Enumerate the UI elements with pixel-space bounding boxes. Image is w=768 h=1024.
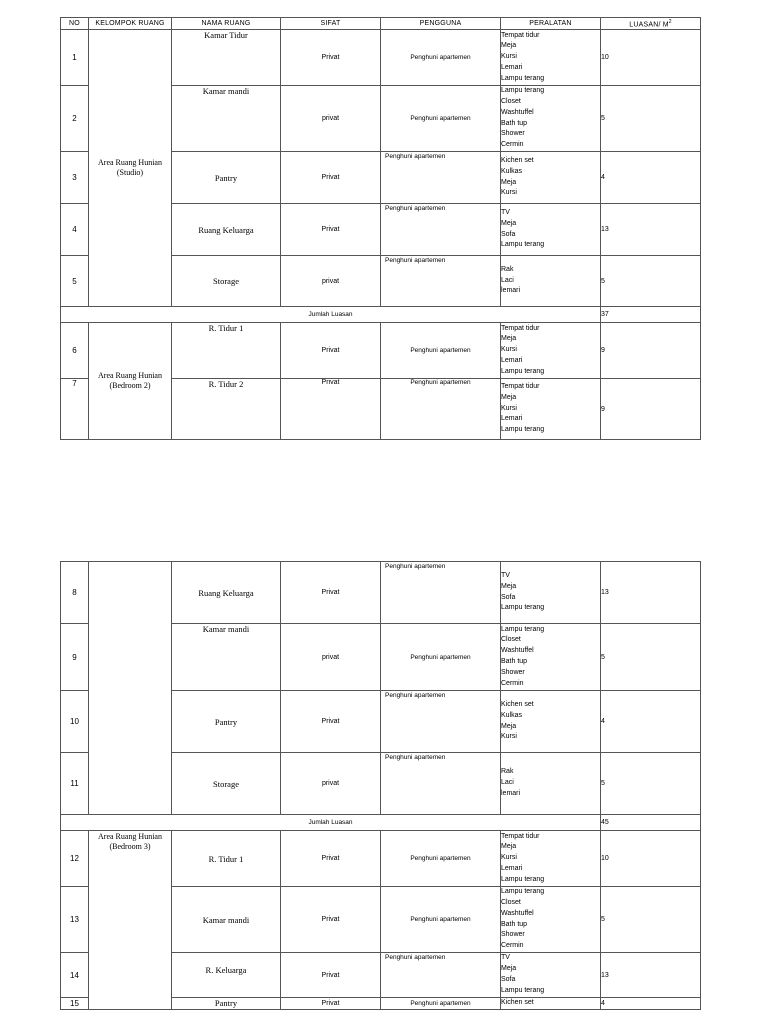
peralatan-item: lemari [501, 789, 521, 797]
room-peralatan [501, 86, 601, 152]
peralatan-item: Washtuffel [501, 108, 534, 116]
peralatan-item: Meja [501, 42, 517, 50]
room-peralatan [501, 30, 601, 86]
peralatan-item: Sofa [501, 593, 516, 601]
room-luasan: 9 [601, 323, 701, 379]
peralatan-item: Kulkas [501, 167, 523, 175]
room-table-1 [60, 17, 701, 440]
total-value: 45 [601, 815, 701, 831]
room-name: Pantry [172, 691, 281, 753]
group-label-bedroom-3: Area Ruang Hunian (Bedroom 3) [89, 831, 172, 1010]
row-no: 5 [61, 256, 89, 307]
peralatan-item: Meja [501, 843, 517, 851]
room-peralatan [501, 887, 601, 953]
room-peralatan [501, 953, 601, 998]
group-label-empty [89, 562, 172, 815]
peralatan-item: Laci [501, 779, 514, 787]
room-sifat: Privat [281, 204, 381, 256]
peralatan-item: Meja [501, 393, 517, 401]
peralatan-item: Sofa [501, 230, 516, 238]
table-row [61, 323, 701, 379]
peralatan-item: Lemari [501, 864, 523, 872]
room-sifat: Privat [281, 323, 381, 379]
room-name: R. Tidur 2 [172, 379, 281, 440]
peralatan-item: Shower [501, 668, 525, 676]
room-peralatan [501, 998, 601, 1010]
peralatan-item: Kichen set [501, 156, 534, 164]
room-name: Pantry [172, 998, 281, 1010]
peralatan-item: Bath tup [501, 658, 528, 665]
room-name: Kamar mandi [172, 86, 281, 152]
room-sifat: privat [281, 753, 381, 815]
row-no: 14 [61, 953, 89, 998]
peralatan-item: Cermin [501, 942, 524, 950]
room-peralatan [501, 753, 601, 815]
room-name: Storage [172, 256, 281, 307]
row-no: 12 [61, 831, 89, 887]
row-no: 1 [61, 30, 89, 86]
peralatan-item: Laci [501, 276, 514, 284]
room-pengguna: Penghuni apartemen [381, 624, 501, 691]
room-pengguna: Penghuni apartemen [381, 753, 501, 815]
total-value: 37 [601, 307, 701, 323]
peralatan-item: Kichen set [501, 999, 534, 1006]
room-sifat: privat [281, 86, 381, 152]
peralatan-item: Meja [501, 582, 517, 590]
room-pengguna: Penghuni apartemen [381, 86, 501, 152]
peralatan-item: Cermin [501, 141, 524, 149]
peralatan-item: Tempat tidur [501, 383, 540, 390]
peralatan-item: Kichen set [501, 700, 534, 708]
peralatan-item: TV [501, 571, 510, 579]
room-luasan: 10 [601, 30, 701, 86]
peralatan-item: Cermin [501, 679, 524, 687]
room-peralatan [501, 831, 601, 887]
peralatan-item: Meja [501, 335, 517, 343]
header-no: NO [61, 18, 89, 30]
peralatan-item: Lampu terang [501, 87, 545, 95]
room-name: Pantry [172, 152, 281, 204]
room-luasan: 9 [601, 379, 701, 440]
room-luasan: 13 [601, 562, 701, 624]
peralatan-item: Rak [501, 768, 514, 776]
peralatan-item: Washtuffel [501, 909, 534, 917]
row-no: 9 [61, 624, 89, 691]
peralatan-item: Kursi [501, 404, 517, 412]
peralatan-item: Lemari [501, 63, 523, 71]
header-peralatan: PERALATAN [501, 18, 601, 30]
peralatan-item: Kursi [501, 189, 517, 197]
room-peralatan [501, 379, 601, 440]
row-no: 3 [61, 152, 89, 204]
room-luasan: 5 [601, 256, 701, 307]
peralatan-item: Lampu terang [501, 74, 545, 82]
peralatan-item: Lampu terang [501, 986, 545, 994]
room-pengguna: Penghuni apartemen [381, 953, 501, 998]
row-no: 2 [61, 86, 89, 152]
table-row [61, 831, 701, 887]
room-luasan: 5 [601, 86, 701, 152]
room-luasan: 5 [601, 753, 701, 815]
room-peralatan [501, 323, 601, 379]
room-pengguna: Penghuni apartemen [381, 256, 501, 307]
room-pengguna: Penghuni apartemen [381, 30, 501, 86]
peralatan-item: Sofa [501, 976, 516, 983]
room-peralatan [501, 691, 601, 753]
peralatan-item: Shower [501, 130, 525, 138]
row-no: 8 [61, 562, 89, 624]
header-sifat: SIFAT [281, 18, 381, 30]
peralatan-item: Lampu terang [501, 625, 545, 633]
peralatan-item: Kursi [501, 733, 517, 741]
room-sifat: Privat [281, 998, 381, 1010]
peralatan-item: TV [501, 208, 510, 216]
room-pengguna: Penghuni apartemen [381, 323, 501, 379]
room-luasan: 10 [601, 831, 701, 887]
peralatan-item: Tempat tidur [501, 31, 540, 39]
room-luasan: 4 [601, 152, 701, 204]
group-label-bedroom-2: Area Ruang Hunian (Bedroom 2) [89, 323, 172, 440]
room-pengguna: Penghuni apartemen [381, 691, 501, 753]
room-peralatan [501, 562, 601, 624]
room-name: Kamar Tidur [172, 30, 281, 86]
peralatan-item: Meja [501, 219, 517, 227]
room-name: Ruang Keluarga [172, 562, 281, 624]
room-luasan: 5 [601, 887, 701, 953]
room-sifat: Privat [281, 887, 381, 953]
row-no: 13 [61, 887, 89, 953]
table-header-row [61, 18, 701, 30]
room-pengguna: Penghuni apartemen [381, 562, 501, 624]
peralatan-item: Meja [501, 965, 517, 973]
room-peralatan [501, 256, 601, 307]
room-name: Ruang Keluarga [172, 204, 281, 256]
peralatan-item: Kursi [501, 53, 517, 61]
room-pengguna: Penghuni apartemen [381, 998, 501, 1010]
room-table-2 [60, 561, 701, 1010]
table-row [61, 30, 701, 86]
peralatan-item: Bath tup [501, 920, 528, 928]
row-no: 7 [61, 379, 89, 440]
room-pengguna: Penghuni apartemen [381, 831, 501, 887]
room-sifat: Privat [281, 953, 381, 998]
room-name: Kamar mandi [172, 624, 281, 691]
room-peralatan [501, 152, 601, 204]
table-row [61, 562, 701, 624]
room-pengguna: Penghuni apartemen [381, 152, 501, 204]
peralatan-item: Lampu terang [501, 367, 545, 375]
room-sifat: privat [281, 256, 381, 307]
peralatan-item: Meja [501, 178, 517, 186]
header-nama-ruang: NAMA RUANG [172, 18, 281, 30]
total-label: Jumlah Luasan [61, 815, 601, 831]
room-peralatan [501, 204, 601, 256]
room-sifat: Privat [281, 831, 381, 887]
peralatan-item: Lampu terang [501, 426, 545, 434]
peralatan-item: Lampu terang [501, 888, 545, 896]
room-name: Storage [172, 753, 281, 815]
room-luasan: 4 [601, 998, 701, 1010]
group-label-studio: Area Ruang Hunian (Studio) [89, 30, 172, 307]
peralatan-item: Lemari [501, 415, 523, 423]
header-kelompok-ruang: KELOMPOK RUANG [89, 18, 172, 30]
room-luasan: 13 [601, 953, 701, 998]
room-peralatan [501, 624, 601, 691]
row-no: 15 [61, 998, 89, 1010]
peralatan-item: lemari [501, 287, 521, 295]
peralatan-item: Lampu terang [501, 604, 545, 612]
room-sifat: Privat [281, 379, 381, 440]
row-no: 6 [61, 323, 89, 379]
peralatan-item: Closet [501, 636, 521, 644]
room-name: Kamar mandi [172, 887, 281, 953]
peralatan-item: Bath tup [501, 119, 528, 127]
peralatan-item: Washtuffel [501, 647, 534, 655]
total-label: Jumlah Luasan [61, 307, 601, 323]
total-row [61, 307, 701, 323]
peralatan-item: Kursi [501, 854, 517, 862]
room-sifat: Privat [281, 562, 381, 624]
peralatan-item: Kursi [501, 346, 517, 354]
peralatan-item: Meja [501, 722, 517, 730]
peralatan-item: Tempat tidur [501, 324, 540, 332]
header-pengguna: PENGGUNA [381, 18, 501, 30]
room-pengguna: Penghuni apartemen [381, 204, 501, 256]
row-no: 4 [61, 204, 89, 256]
room-sifat: Privat [281, 691, 381, 753]
peralatan-item: TV [501, 954, 510, 962]
peralatan-item: Lampu terang [501, 241, 545, 249]
peralatan-item: Tempat tidur [501, 832, 540, 840]
total-row [61, 815, 701, 831]
room-name: R. Tidur 1 [172, 323, 281, 379]
row-no: 10 [61, 691, 89, 753]
peralatan-item: Lemari [501, 356, 523, 364]
peralatan-item: Kulkas [501, 711, 523, 719]
room-sifat: privat [281, 624, 381, 691]
room-sifat: Privat [281, 30, 381, 86]
row-no: 11 [61, 753, 89, 815]
peralatan-item: Lampu terang [501, 875, 545, 883]
header-luasan: LUASAN/ $M^2$ [601, 18, 701, 30]
peralatan-item: Closet [501, 898, 521, 906]
room-luasan: 13 [601, 204, 701, 256]
room-name: R. Keluarga [172, 953, 281, 998]
peralatan-item: Closet [501, 97, 521, 105]
peralatan-item: Shower [501, 931, 525, 939]
room-sifat: Privat [281, 152, 381, 204]
room-name: R. Tidur 1 [172, 831, 281, 887]
room-luasan: 4 [601, 691, 701, 753]
room-pengguna: Penghuni apartemen [381, 887, 501, 953]
peralatan-item: Rak [501, 265, 514, 273]
room-luasan: 5 [601, 624, 701, 691]
room-pengguna: Penghuni apartemen [381, 379, 501, 440]
